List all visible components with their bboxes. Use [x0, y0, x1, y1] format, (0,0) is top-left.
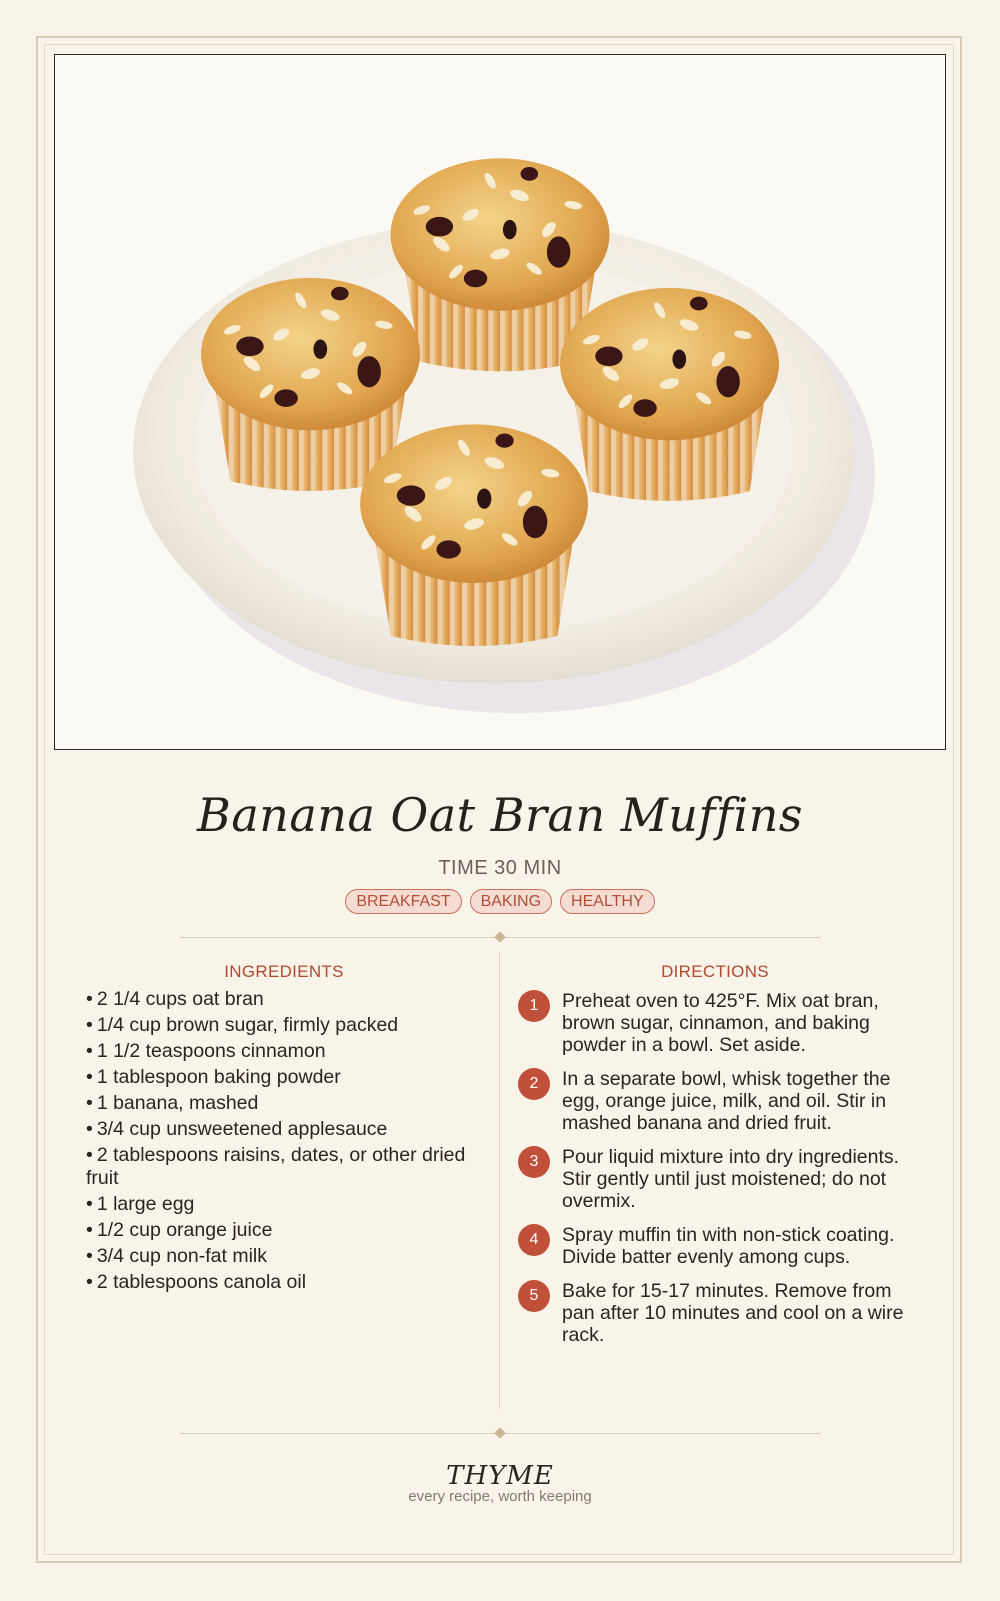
- recipe-photo: [54, 54, 946, 750]
- ingredients-heading: INGREDIENTS: [224, 962, 344, 981]
- list-item: • 1 tablespoon baking powder: [86, 1066, 341, 1088]
- direction-step: [518, 1068, 918, 1134]
- directions-list: [518, 990, 918, 1358]
- tag-baking[interactable]: BAKING: [470, 889, 552, 914]
- step-text: Bake for 15-17 minutes. Remove from pan after 10 minutes and cool on a wire rack.: [562, 1280, 904, 1346]
- recipe-tags: [0, 889, 1000, 914]
- step-number-badge: 5: [518, 1280, 550, 1312]
- tag-healthy[interactable]: HEALTHY: [560, 889, 655, 914]
- direction-step: [518, 1146, 918, 1212]
- step-text: Spray muffin tin with non-stick coating. Divide batter evenly among cups.: [562, 1224, 895, 1268]
- list-item: • 2 tablespoons raisins, dates, or other dried fruit: [86, 1144, 466, 1189]
- list-item: • 2 1/4 cups oat bran: [86, 988, 264, 1010]
- list-item: • 2 tablespoons canola oil: [86, 1271, 307, 1293]
- step-number-badge: 3: [518, 1146, 550, 1178]
- recipe-title: Banana Oat Bran Muffins: [197, 788, 803, 842]
- step-text: Pour liquid mixture into dry ingredients. Stir gently until just moistened; do not overmix.: [562, 1146, 900, 1212]
- list-item: • 3/4 cup unsweetened applesauce: [86, 1118, 388, 1140]
- list-item: • 1 banana, mashed: [86, 1092, 259, 1114]
- list-item: • 3/4 cup non-fat milk: [86, 1245, 267, 1267]
- brand-logo: THYME: [446, 1461, 554, 1491]
- list-item: • 1 1/2 teaspoons cinnamon: [86, 1040, 326, 1062]
- directions-heading: DIRECTIONS: [661, 962, 769, 981]
- muffins-illustration: [55, 55, 945, 749]
- column-divider: [499, 952, 500, 1409]
- list-item: • 1 large egg: [86, 1193, 195, 1215]
- list-item: • 1/4 cup brown sugar, firmly packed: [86, 1014, 399, 1036]
- tag-breakfast[interactable]: BREAKFAST: [345, 889, 461, 914]
- list-item: • 1/2 cup orange juice: [86, 1219, 273, 1241]
- step-number-badge: 2: [518, 1068, 550, 1100]
- step-number-badge: 4: [518, 1224, 550, 1256]
- direction-step: [518, 1280, 918, 1346]
- brand-tagline: every recipe, worth keeping: [408, 1488, 592, 1505]
- ingredients-list: [86, 988, 476, 1297]
- step-text: In a separate bowl, whisk together the egg, orange juice, milk, and oil. Stir in mashed banana and dried fruit.: [562, 1068, 891, 1134]
- step-number-badge: 1: [518, 990, 550, 1022]
- direction-step: [518, 990, 918, 1056]
- recipe-time: TIME 30 MIN: [438, 857, 562, 879]
- direction-step: [518, 1224, 918, 1268]
- step-text: Preheat oven to 425°F. Mix oat bran, brown sugar, cinnamon, and baking powder in a bowl. Set aside.: [562, 990, 879, 1056]
